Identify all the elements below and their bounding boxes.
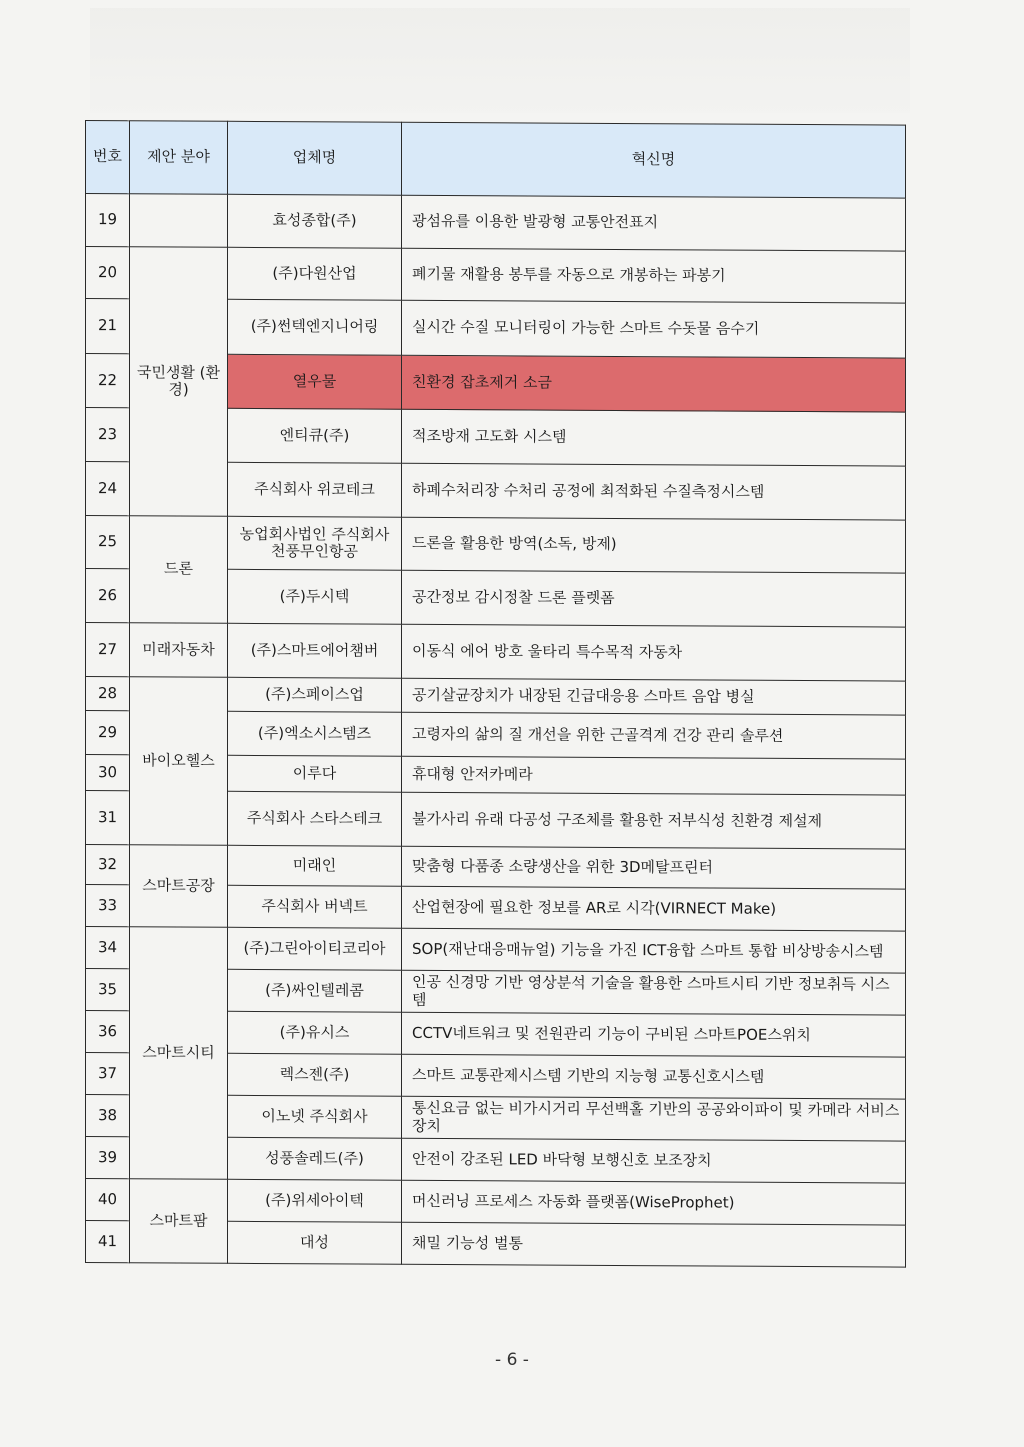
company-name: 농업회사법인 주식회사 천풍무인항공 [228, 516, 402, 570]
innovation-title: 통신요금 없는 비가시거리 무선백홀 기반의 공공와이파이 및 카메라 서비스 장치 [402, 1096, 906, 1141]
company-name: 효성종합(주) [228, 194, 402, 248]
company-name: (주)싸인텔레콤 [228, 969, 402, 1012]
innovation-title: 친환경 잡초제거 소금 [402, 355, 906, 412]
company-name: (주)스마트에어챔버 [228, 623, 402, 678]
table-row [86, 927, 906, 974]
innovation-title: 광섬유를 이용한 발광형 교통안전표지 [402, 195, 906, 251]
company-name: (주)위세아이텍 [228, 1179, 402, 1222]
company-name: 주식회사 스타스테크 [228, 791, 402, 846]
row-number: 36 [86, 1011, 130, 1053]
innovation-title: 맞춤형 다품종 소량생산을 위한 3D메탈프린터 [402, 846, 906, 889]
row-number: 30 [86, 755, 130, 791]
innovation-title: CCTV네트워크 및 전원관리 기능이 구비된 스마트POE스위치 [402, 1012, 906, 1057]
innovation-title: 실시간 수질 모니터링이 가능한 스마트 수돗물 음수기 [402, 300, 906, 358]
field-smart-farm: 스마트팜 [130, 1179, 228, 1264]
company-name: (주)유시스 [228, 1011, 402, 1054]
innovation-title: 인공 신경망 기반 영상분석 기술을 활용한 스마트시티 기반 정보취득 시스템 [402, 970, 906, 1015]
field-drone: 드론 [130, 516, 228, 624]
row-number: 29 [86, 711, 130, 755]
company-name: 성풍솔레드(주) [228, 1137, 402, 1180]
innovation-title: 스마트 교통관제시스템 기반의 지능형 교통신호시스템 [402, 1054, 906, 1099]
company-name: (주)두시텍 [228, 569, 402, 624]
innovation-title: 폐기물 재활용 봉투를 자동으로 개봉하는 파봉기 [402, 248, 906, 303]
table-row [86, 194, 906, 252]
header-innovation: 혁신명 [402, 122, 906, 198]
field-bio-health: 바이오헬스 [130, 677, 228, 846]
row-number: 35 [86, 969, 130, 1011]
company-name: 이노넷 주식회사 [228, 1095, 402, 1138]
company-name: 엔티큐(주) [228, 408, 402, 463]
innovation-title: 채밀 기능성 벌통 [402, 1222, 906, 1267]
innovation-title: 안전이 강조된 LED 바닥형 보행신호 보조장치 [402, 1138, 906, 1183]
company-name: 이루다 [228, 755, 402, 792]
table-row [86, 677, 906, 716]
row-number: 37 [86, 1053, 130, 1095]
table-row [86, 623, 906, 682]
innovation-title: 공기살균장치가 내장된 긴급대응용 스마트 음압 병실 [402, 678, 906, 715]
row-number: 40 [86, 1179, 130, 1221]
company-name: (주)다원산업 [228, 247, 402, 300]
header-number: 번호 [86, 121, 130, 194]
company-name: (주)그린아이티코리아 [228, 927, 402, 970]
company-name: 열우물 [228, 354, 402, 409]
company-name: 주식회사 버넥트 [228, 885, 402, 928]
innovation-title: 공간정보 감시정찰 드론 플렛폼 [402, 570, 906, 627]
innovation-title: 하폐수처리장 수처리 공정에 최적화된 수질측정시스템 [402, 463, 906, 520]
field-cell-empty [130, 194, 228, 248]
row-number: 31 [86, 791, 130, 845]
scan-shading [90, 8, 910, 113]
table-row [86, 247, 906, 304]
row-number: 19 [86, 194, 130, 247]
innovation-title: SOP(재난대응매뉴얼) 기능을 가진 ICT융합 스마트 통합 비상방송시스템 [402, 928, 906, 973]
company-name: (주)썬텍엔지니어링 [228, 299, 402, 355]
company-name: 렉스젠(주) [228, 1053, 402, 1096]
header-company: 업체명 [228, 121, 402, 195]
page-number: - 6 - [495, 1350, 529, 1370]
row-number: 34 [86, 927, 130, 969]
row-number: 26 [86, 569, 130, 623]
company-name: 미래인 [228, 845, 402, 886]
company-name: 대성 [228, 1221, 402, 1264]
innovation-title: 드론을 활용한 방역(소독, 방제) [402, 517, 906, 573]
innovation-title: 고령자의 삶의 질 개선을 위한 근골격계 건강 관리 솔루션 [402, 712, 906, 759]
company-name: (주)엑소시스템즈 [228, 711, 402, 756]
row-number: 28 [86, 677, 130, 711]
field-future-car: 미래자동차 [130, 623, 228, 678]
innovation-title: 불가사리 유래 다공성 구조체를 활용한 저부식성 친환경 제설제 [402, 792, 906, 849]
row-number: 23 [86, 408, 130, 462]
row-number: 25 [86, 516, 130, 569]
row-number: 33 [86, 885, 130, 927]
header-field: 제안 분야 [130, 121, 228, 195]
company-name: 주식회사 위코테크 [228, 462, 402, 517]
table-header-row [86, 121, 906, 199]
row-number: 41 [86, 1221, 130, 1263]
field-smart-city: 스마트시티 [130, 927, 228, 1180]
innovation-table [85, 120, 906, 1268]
table-row [86, 516, 906, 574]
row-number: 32 [86, 845, 130, 885]
innovation-title: 머신러닝 프로세스 자동화 플랫폼(WiseProphet) [402, 1180, 906, 1225]
innovation-title: 휴대형 안저카메라 [402, 756, 906, 795]
field-environment: 국민생활 (환경) [130, 247, 228, 517]
row-number: 22 [86, 354, 130, 408]
field-smart-factory: 스마트공장 [130, 845, 228, 928]
table-row [86, 1179, 906, 1226]
innovation-title: 적조방재 고도화 시스템 [402, 409, 906, 466]
row-number: 38 [86, 1095, 130, 1137]
company-name: (주)스페이스업 [228, 677, 402, 712]
innovation-title: 이동식 에어 방호 울타리 특수목적 자동차 [402, 624, 906, 681]
row-number: 24 [86, 462, 130, 516]
row-number: 21 [86, 299, 130, 354]
row-number: 39 [86, 1137, 130, 1179]
row-number: 27 [86, 623, 130, 677]
table-row [86, 845, 906, 890]
innovation-title: 산업현장에 필요한 정보를 AR로 시각(VIRNECT Make) [402, 886, 906, 931]
row-number: 20 [86, 247, 130, 299]
